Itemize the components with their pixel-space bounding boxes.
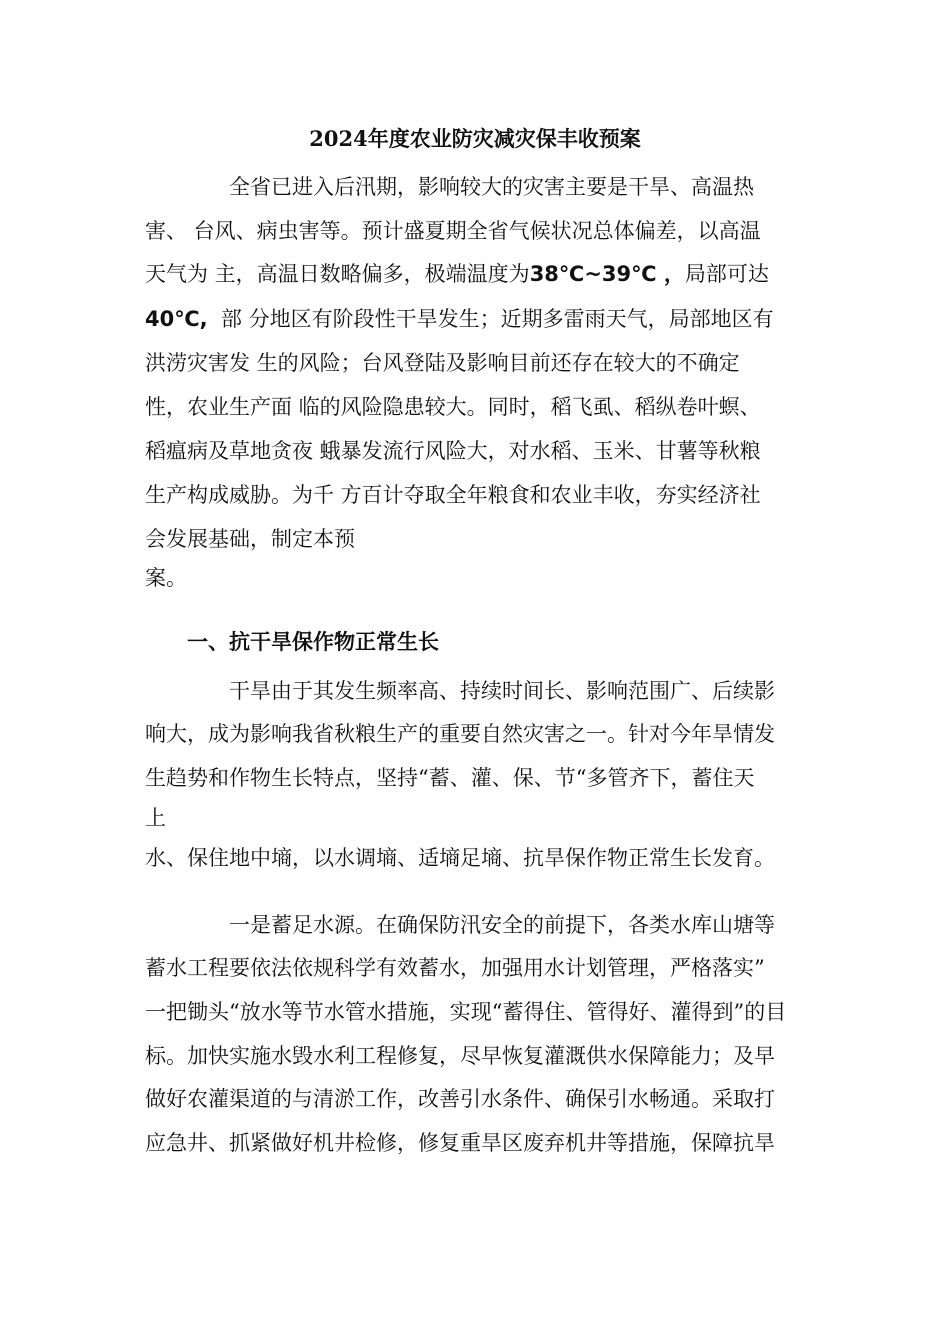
intro-line-3-text-a: 天气为 主，高温日数略偏多，极端温度为 xyxy=(145,262,530,286)
section-1-p2-line-3: 一把锄头“放水等节水管水措施，实现“蓄得住、管得好、灌得到”的目 xyxy=(145,1000,787,1024)
intro-line-4 xyxy=(145,304,774,334)
document-title: 2024年度农业防灾减灾保丰收预案 xyxy=(309,126,641,151)
intro-line-8: 生产构成威胁。为千 方百计夺取全年粮食和农业丰收，夯实经济社 xyxy=(145,483,761,507)
intro-line-1: 全省已进入后汛期，影响较大的灾害主要是干旱、高温热 xyxy=(229,175,754,199)
intro-line-3-text-c: 局部可达 xyxy=(684,262,769,286)
intro-line-7: 稻瘟病及草地贪夜 蛾暴发流行风险大，对水稻、玉米、甘薯等秋粮 xyxy=(145,439,761,463)
section-1-p1-line-2: 响大，成为影响我省秋粮生产的重要自然灾害之一。针对今年旱情发 xyxy=(145,722,775,746)
section-1-p1-line-3: 生趋势和作物生长特点，坚持“蓄、灌、保、节“多管齐下，蓄住天 xyxy=(145,766,755,790)
intro-line-3 xyxy=(145,259,769,289)
intro-line-5: 洪涝灾害发 生的风险；台风登陆及影响目前还存在较大的不确定 xyxy=(145,351,740,375)
intro-line-6: 性，农业生产面 临的风险隐患较大。同时，稻飞虱、稻纵卷叶螟、 xyxy=(145,395,761,419)
section-1-p2-line-2: 蓄水工程要依法依规科学有效蓄水，加强用水计划管理，严格落实” xyxy=(145,956,765,980)
intro-line-10: 案。 xyxy=(145,566,187,590)
section-1-p1-line-5: 水、保住地中墒，以水调墒、适墒足墒、抗旱保作物正常生长发育。 xyxy=(145,846,775,870)
section-1-p1-line-4: 上 xyxy=(145,806,166,830)
section-1-p1-line-1: 干旱由于其发生频率高、持续时间长、影响范围广、后续影 xyxy=(229,679,775,703)
extreme-temperature-value: 38℃~39℃ ， xyxy=(529,262,685,286)
section-1-p2-line-4: 标。加快实施水毁水利工程修复，尽早恢复灌溉供水保障能力；及早 xyxy=(145,1044,775,1068)
section-1-p2-line-5: 做好农灌渠道的与清淤工作，改善引水条件、确保引水畅通。采取打 xyxy=(145,1087,775,1111)
local-temperature-value: 40℃, xyxy=(145,307,208,331)
intro-line-9: 会发展基础，制定本预 xyxy=(145,527,355,551)
intro-line-2: 害、 台风、病虫害等。预计盛夏期全省气候状况总体偏差，以高温 xyxy=(145,219,761,243)
section-1-heading: 一、抗干旱保作物正常生长 xyxy=(187,629,439,654)
section-1-p2-line-6: 应急井、抓紧做好机井检修，修复重旱区废弃机井等措施，保障抗旱 xyxy=(145,1131,775,1155)
intro-line-4-text-b: 部 分地区有阶段性干旱发生；近期多雷雨天气，局部地区有 xyxy=(221,307,774,331)
section-1-p2-line-1: 一是蓄足水源。在确保防汛安全的前提下，各类水库山塘等 xyxy=(229,913,775,937)
